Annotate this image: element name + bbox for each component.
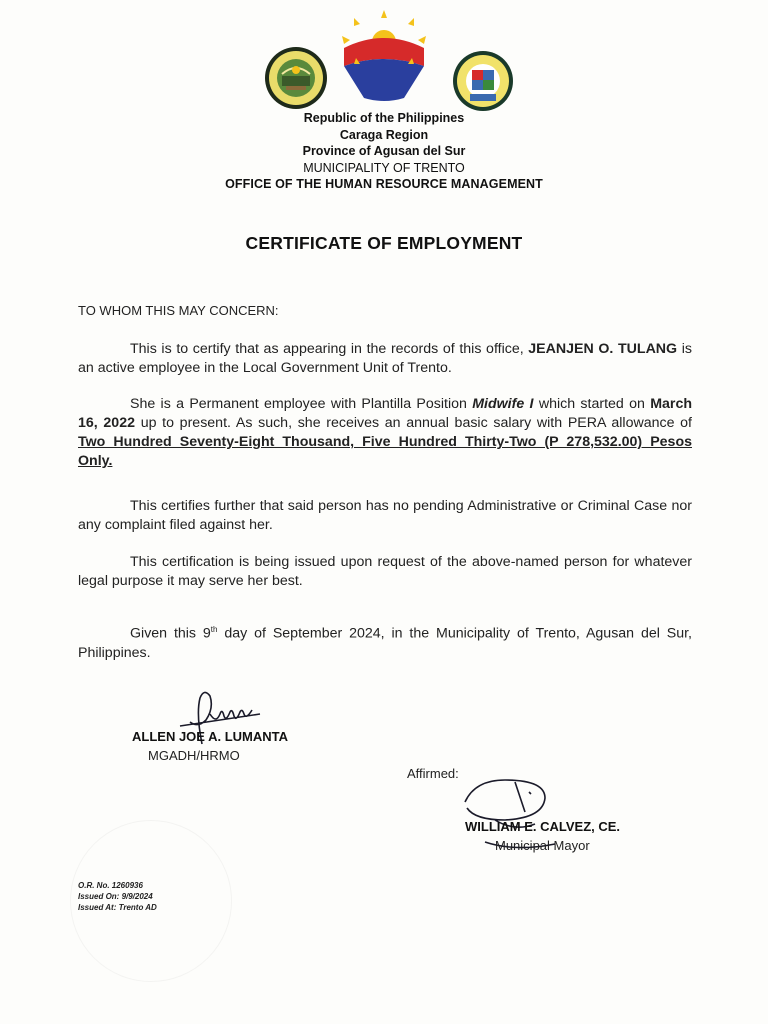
- plantilla-position: Midwife I: [472, 396, 534, 412]
- paragraph-purpose: [78, 553, 692, 591]
- p2-text-a: She is a Permanent employee with Plantilla Position: [130, 396, 467, 412]
- p2-text-c: up to present. As such, she receives an annual basic salary with PERA allowance of: [140, 415, 692, 431]
- paragraph-position: [78, 395, 692, 471]
- signatory-mayor-title: Municipal Mayor: [495, 838, 590, 853]
- header-office: OFFICE OF THE HUMAN RESOURCE MANAGEMENT: [225, 177, 543, 191]
- municipal-seal-left: [264, 46, 328, 110]
- header-republic: Republic of the Philippines: [303, 111, 465, 125]
- p5-sup: th: [210, 625, 218, 634]
- header-region: Caraga Region: [339, 127, 429, 142]
- salary-amount: Two Hundred Seventy-Eight Thousand, Five Hundred Thirty-Two (P 278,532.00) Pesos Only.: [78, 434, 692, 469]
- or-issued-at: Issued At: Trento AD: [78, 903, 157, 912]
- or-issued-on: Issued On: 9/9/2024: [78, 892, 153, 901]
- paragraph-given: [78, 620, 692, 663]
- p5-text-b: day of September 2024, in the Municipality of Trento, Agusan del Sur, Philippines.: [78, 625, 692, 661]
- letterhead: [0, 110, 768, 193]
- p1-text-a: This is to certify that as appearing in the records of this office,: [130, 341, 524, 357]
- employee-name: JEANJEN O. TULANG: [528, 341, 678, 357]
- paragraph-no-case: [78, 497, 692, 535]
- p4-text: This certification is being issued upon request of the above-named person for whatever legal purpose it may serve her best.: [78, 554, 692, 589]
- or-number: O.R. No. 1260936: [78, 881, 143, 890]
- header-province: Province of Agusan del Sur: [302, 144, 466, 158]
- p3-text: This certifies further that said person has no pending Administrative or Criminal Case nor any complaint filed against her.: [78, 498, 692, 533]
- header-municipality: MUNICIPALITY OF TRENTO: [303, 160, 465, 175]
- header-logos: [0, 8, 768, 116]
- salutation: TO WHOM THIS MAY CONCERN:: [78, 303, 279, 318]
- document-title: CERTIFICATE OF EMPLOYMENT: [245, 233, 523, 253]
- p2-text-b: which started on: [538, 396, 645, 412]
- signatory-hrmo-name: ALLEN JOE A. LUMANTA: [132, 729, 288, 744]
- paragraph-certification: [78, 340, 692, 378]
- philippine-flag-logo: [334, 8, 434, 108]
- p1-text-b: is an active employee in the Local Government Unit of Trento.: [78, 341, 692, 376]
- signatory-hrmo-title: MGADH/HRMO: [148, 748, 240, 763]
- start-date: March 16, 2022: [78, 396, 693, 431]
- affirmed-label: Affirmed:: [407, 766, 459, 781]
- p5-text-a: Given this 9: [130, 625, 211, 642]
- official-receipt-info: [78, 880, 157, 913]
- signatory-mayor-name: WILLIAM E. CALVEZ, CE.: [465, 819, 621, 834]
- provincial-seal-right: [452, 50, 514, 112]
